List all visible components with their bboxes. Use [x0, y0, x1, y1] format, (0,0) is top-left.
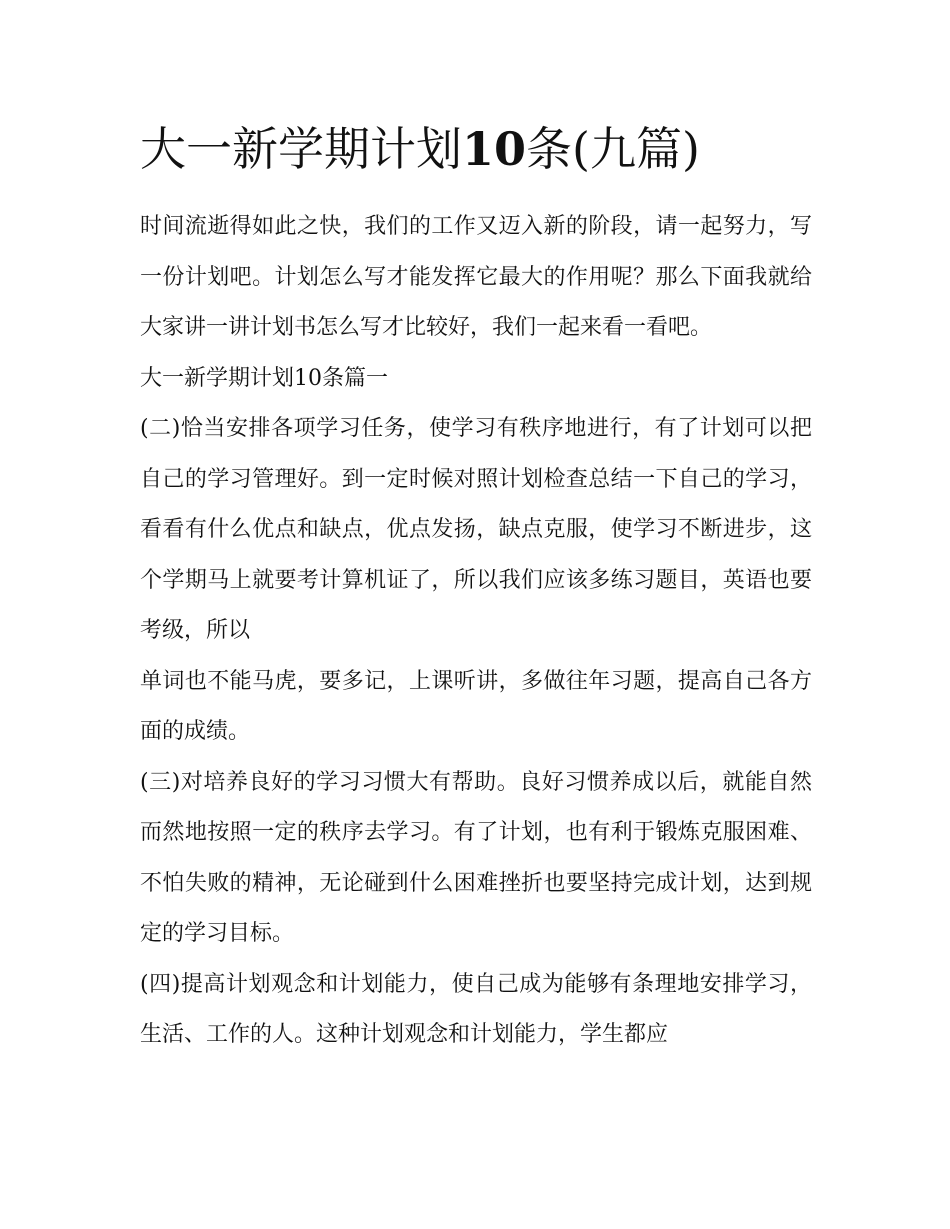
paragraph-four: (四)提高计划观念和计划能力，使自己成为能够有条理地安排学习，生活、工作的人。这种计划观念和计划能力，学生都应: [140, 971, 812, 1047]
paragraph-two-first-part: (二)恰当安排各项学习任务，使学习有秩序地进行，有了计划可以把自己的学习管理好。到一定时候对照计划检查总结一下自己的学习，看看有什么优点和缺点，优点发扬，缺点克服，使学习不断进步，这个学期马上就要考计算机证了，所以我们应该多练习题目，英语也要考级，所以: [140, 416, 812, 643]
document-body: [140, 116, 812, 1061]
title-text-part1: 大一新学期计划: [140, 122, 462, 176]
title-text-part2: 条(九篇): [526, 122, 700, 176]
section-heading: 大一新学期计划10条篇一: [140, 365, 388, 391]
document-title: [140, 116, 812, 182]
paragraph-three: (三)对培养良好的学习习惯大有帮助。良好习惯养成以后，就能自然而然地按照一定的秩序去学习。有了计划，也有利于锻炼克服困难、不怕失败的精神，无论碰到什么困难挫折也要坚持完成计划，达到规定的学习目标。: [140, 769, 812, 946]
paragraph-two-second-part: 单词也不能马虎，要多记，上课听讲，多做往年习题，提高自己各方面的成绩。: [140, 668, 812, 744]
title-number: 10: [462, 122, 527, 176]
intro-paragraph: 时间流逝得如此之快，我们的工作又迈入新的阶段，请一起努力，写一份计划吧。计划怎么写才能发挥它最大的作用呢？那么下面我就给大家讲一讲计划书怎么写才比较好，我们一起来看一看吧。: [140, 214, 812, 340]
